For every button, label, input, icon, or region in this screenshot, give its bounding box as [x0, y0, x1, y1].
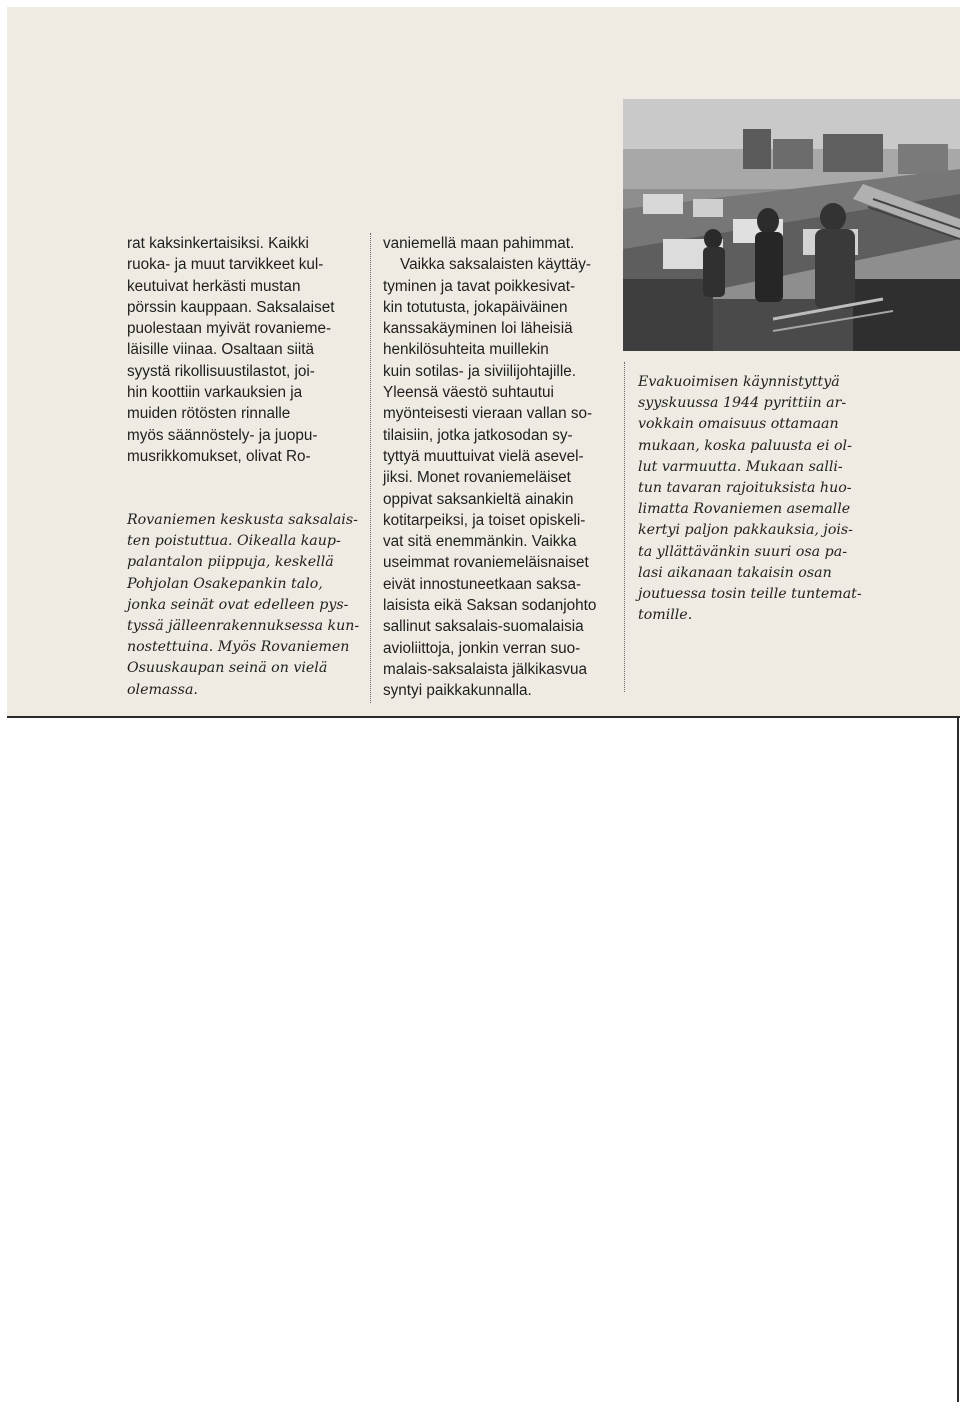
text-line: hin koottiin varkauksien ja: [127, 384, 303, 402]
caption-line: syyskuussa 1944 pyrittiin ar-: [638, 395, 847, 412]
caption-line: palantalon piippuja, keskellä: [127, 554, 334, 571]
caption-line: tun tavaran rajoituksista huo-: [638, 480, 852, 497]
text-line: tyminen ja tavat poikkesivat-: [383, 277, 576, 295]
caption-line: tyssä jälleenrakennuksessa kun-: [127, 618, 360, 635]
text-line: musrikkomukset, olivat Ro-: [127, 447, 311, 465]
text-line: Vaikka saksalaisten käyttäy-: [383, 256, 592, 274]
article-column-2: [383, 233, 605, 702]
caption-line: vokkain omaisuus ottamaan: [638, 416, 839, 433]
caption-line: lasi aikanaan takaisin osan: [638, 564, 832, 581]
text-line: vaniemellä maan pahimmat.: [383, 235, 575, 252]
evacuation-photo: [623, 99, 960, 351]
caption-line: ten poistuttua. Oikealla kaup-: [127, 533, 341, 550]
text-line: kotitarpeiksi, ja toiset opiskeli-: [383, 511, 586, 529]
caption-right: [638, 372, 878, 626]
panel-bottom-rule: [7, 716, 960, 718]
text-line: puolestaan myivät rovanieme-: [127, 320, 332, 338]
caption-line: tomille.: [638, 607, 693, 624]
text-line: pörssin kauppaan. Saksalaiset: [127, 298, 335, 316]
caption-line: jonka seinät ovat edelleen pys-: [127, 596, 349, 613]
text-line: oppivat saksankieltä ainakin: [383, 490, 574, 508]
text-line: tyttyä muuttuivat vielä asevel-: [383, 447, 584, 465]
caption-line: Evakuoimisen käynnistyttyä: [638, 374, 840, 390]
caption-line: kertyi paljon pakkauksia, jois-: [638, 522, 853, 539]
caption-line: limatta Rovaniemen asemalle: [638, 501, 851, 518]
text-line: syntyi paikkakunnalla.: [383, 682, 532, 700]
text-line: laisista eikä Saksan sodanjohto: [383, 597, 597, 615]
text-line: Yleensä väestö suhtautui: [383, 384, 554, 402]
caption-line: Osuuskaupan seinä on vielä: [127, 660, 328, 677]
text-line: kuin sotilas- ja siviilijohtajille.: [383, 362, 576, 380]
caption-line: joutuessa tosin teille tuntemat-: [638, 586, 862, 603]
caption-line: mukaan, koska paluusta ei ol-: [638, 437, 852, 454]
text-line: vat sitä enemmänkin. Vaikka: [383, 533, 577, 551]
column-divider: [370, 233, 371, 703]
text-line: sallinut saksalais-suomalaisia: [383, 618, 584, 636]
caption-line: Rovaniemen keskusta saksalais-: [127, 512, 358, 528]
caption-line: olemassa.: [127, 681, 198, 698]
article-column-1: [127, 233, 349, 467]
text-line: myös säännöstely- ja juopu-: [127, 426, 318, 444]
text-line: jiksi. Monet rovaniemeläiset: [383, 469, 571, 487]
text-line: ruoka- ja muut tarvikkeet kul-: [127, 256, 324, 274]
caption-line: Pohjolan Osakepankin talo,: [127, 575, 323, 592]
text-line: kanssakäyminen loi läheisiä: [383, 320, 573, 338]
text-line: henkilösuhteita muillekin: [383, 341, 549, 359]
caption-line: ta yllättävänkin suuri osa pa-: [638, 543, 847, 560]
text-line: useimmat rovaniemeläisnaiset: [383, 554, 589, 572]
text-line: eivät innostuneetkaan saksa-: [383, 575, 582, 593]
text-line: tilaisiin, jotka jatkosodan sy-: [383, 426, 573, 444]
text-line: kin totutusta, jokapäiväinen: [383, 298, 568, 316]
caption-divider: [624, 362, 625, 692]
text-line: syystä rikollisuustilastot, joi-: [127, 362, 315, 380]
text-line: malais-saksalaista jälkikasvua: [383, 660, 588, 678]
caption-line: nostettuina. Myös Rovaniemen: [127, 639, 350, 656]
text-line: myönteisesti vieraan vallan so-: [383, 405, 593, 423]
text-line: avioliittoja, jonkin verran suo-: [383, 639, 581, 657]
text-line: muiden rötösten rinnalle: [127, 405, 291, 423]
page-right-rule: [957, 716, 959, 1402]
text-line: keutuivat herkästi mustan: [127, 277, 301, 295]
caption-left: [127, 510, 360, 701]
text-line: rat kaksinkertaisiksi. Kaikki: [127, 235, 309, 252]
caption-line: lut varmuutta. Mukaan salli-: [638, 458, 843, 475]
text-line: läisille viinaa. Osaltaan siitä: [127, 341, 315, 359]
